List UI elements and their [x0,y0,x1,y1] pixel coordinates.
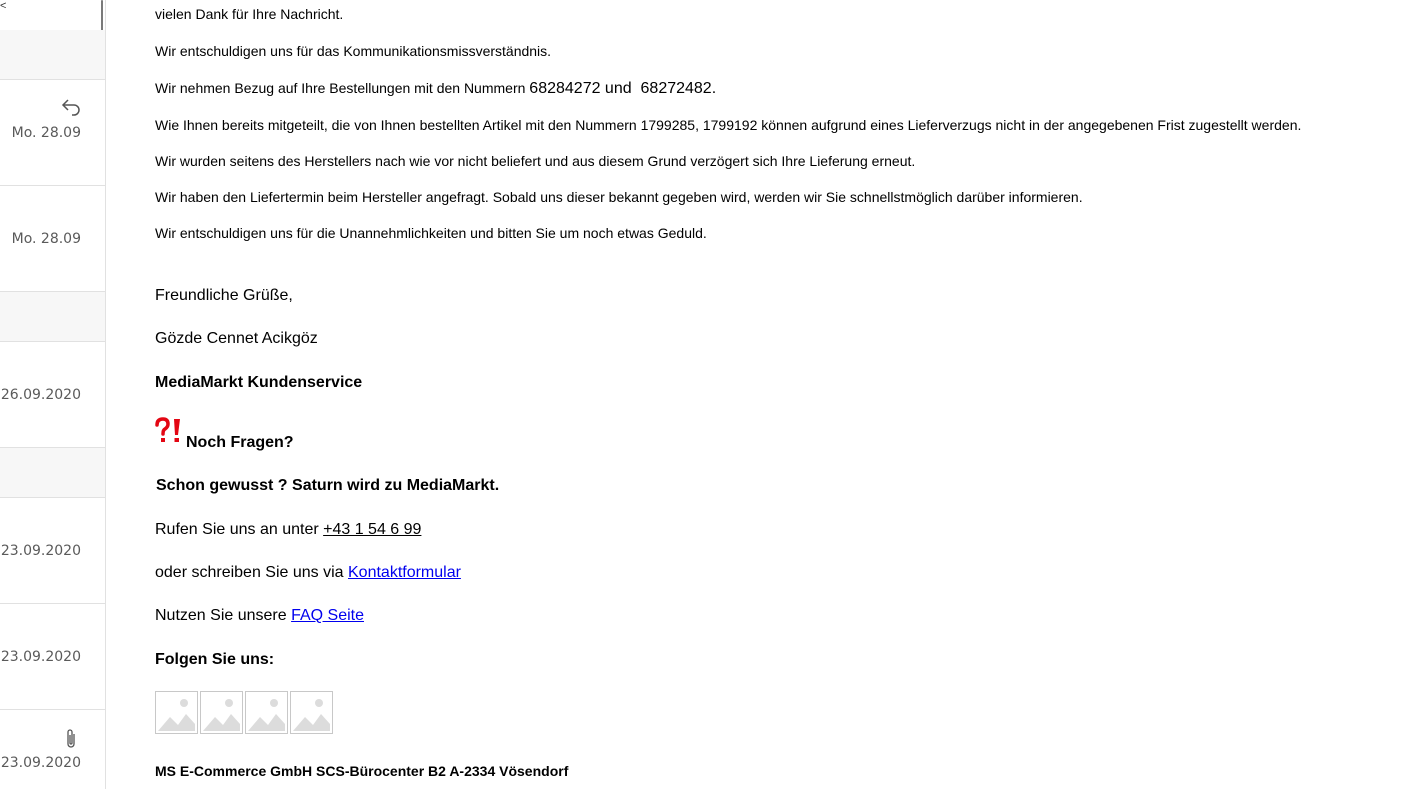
email-greeting-line: vielen Dank für Ihre Nachricht. [155,6,344,22]
email-closing-apology: Wir entschuldigen uns für die Unannehmlichkeiten und bitten Sie um noch etwas Geduld. [155,225,707,241]
list-group-header [0,30,105,80]
list-item-date: 23.09.2020 [0,543,81,559]
contact-form-link[interactable]: Kontaktformular [348,564,461,581]
list-item-date: 23.09.2020 [0,649,81,665]
call-prefix: Rufen Sie uns an unter [155,521,324,538]
follow-heading: Folgen Sie uns: [155,651,275,668]
social-image-placeholder-icon[interactable] [245,691,288,734]
social-image-placeholder-icon[interactable] [200,691,243,734]
scrollbar[interactable] [101,0,103,32]
faq-link[interactable]: FAQ Seite [291,607,364,624]
list-item[interactable] [0,498,105,604]
list-item-date: 23.09.2020 [0,755,81,771]
email-order-reference [155,80,716,98]
question-exclamation-logo-icon [155,417,185,447]
regards: Freundliche Grüße, [155,287,293,304]
email-delay: Wir wurden seitens des Herstellers nach wie vor nicht beliefert und aus diesem Grund verzögert sich Ihre Lieferung erneut. [155,153,916,169]
social-icons [155,691,335,736]
list-item[interactable] [0,710,105,789]
truncated-text: < [0,0,7,12]
sender-name: Gözde Cennet Acikgöz [155,330,318,347]
list-item-date: Mo. 28.09 [11,125,81,141]
saturn-news: Schon gewusst ? Saturn wird zu MediaMarkt. [156,477,500,494]
write-prefix: oder schreiben Sie uns via [155,564,348,581]
list-item-date: 26.09.2020 [0,387,81,403]
reading-pane [106,0,1403,789]
list-item-date: Mo. 28.09 [11,231,81,247]
faq-prefix: Nutzen Sie unsere [155,607,292,624]
list-item[interactable] [0,342,105,448]
reference-prefix: Wir nehmen Bezug auf Ihre Bestellungen mit den Nummern [155,80,530,96]
list-item[interactable] [0,186,105,292]
write-line [155,564,461,582]
order-number-2: 68272482 [640,80,712,97]
list-group-header [0,448,105,498]
reference-suffix: . [711,80,717,97]
list-item[interactable] [0,80,105,186]
social-image-placeholder-icon[interactable] [290,691,333,734]
message-list [0,0,106,789]
phone-link[interactable]: +43 1 54 6 99 [323,521,422,538]
faq-line [155,607,364,625]
email-info: Wie Ihnen bereits mitgeteilt, die von Ihnen bestellten Artikel mit den Nummern 1799285, 1799192 können aufgrund eines Lieferverzugs nicht in der angegebenen Frist zugestellt werden. [155,117,1302,133]
order-number-1: 68284272 [529,80,601,97]
email-inquiry: Wir haben den Liefertermin beim Hersteller angefragt. Sobald uns dieser bekannt gegeben wird, werden wir Sie schnellstmöglich darüber informieren. [155,189,1083,205]
company-footer: MS E-Commerce GmbH SCS-Bürocenter B2 A-2334 Vösendorf [155,763,569,779]
email-apology: Wir entschuldigen uns für das Kommunikationsmissverständnis. [155,43,552,59]
paperclip-icon [64,728,78,755]
company-name: MediaMarkt Kundenservice [155,374,363,391]
call-line [155,521,421,539]
reply-icon [60,97,82,122]
social-image-placeholder-icon[interactable] [155,691,198,734]
order-and: und [600,80,641,97]
list-group-header [0,292,105,342]
list-item[interactable] [0,604,105,710]
noch-fragen-heading: Noch Fragen? [186,434,294,451]
